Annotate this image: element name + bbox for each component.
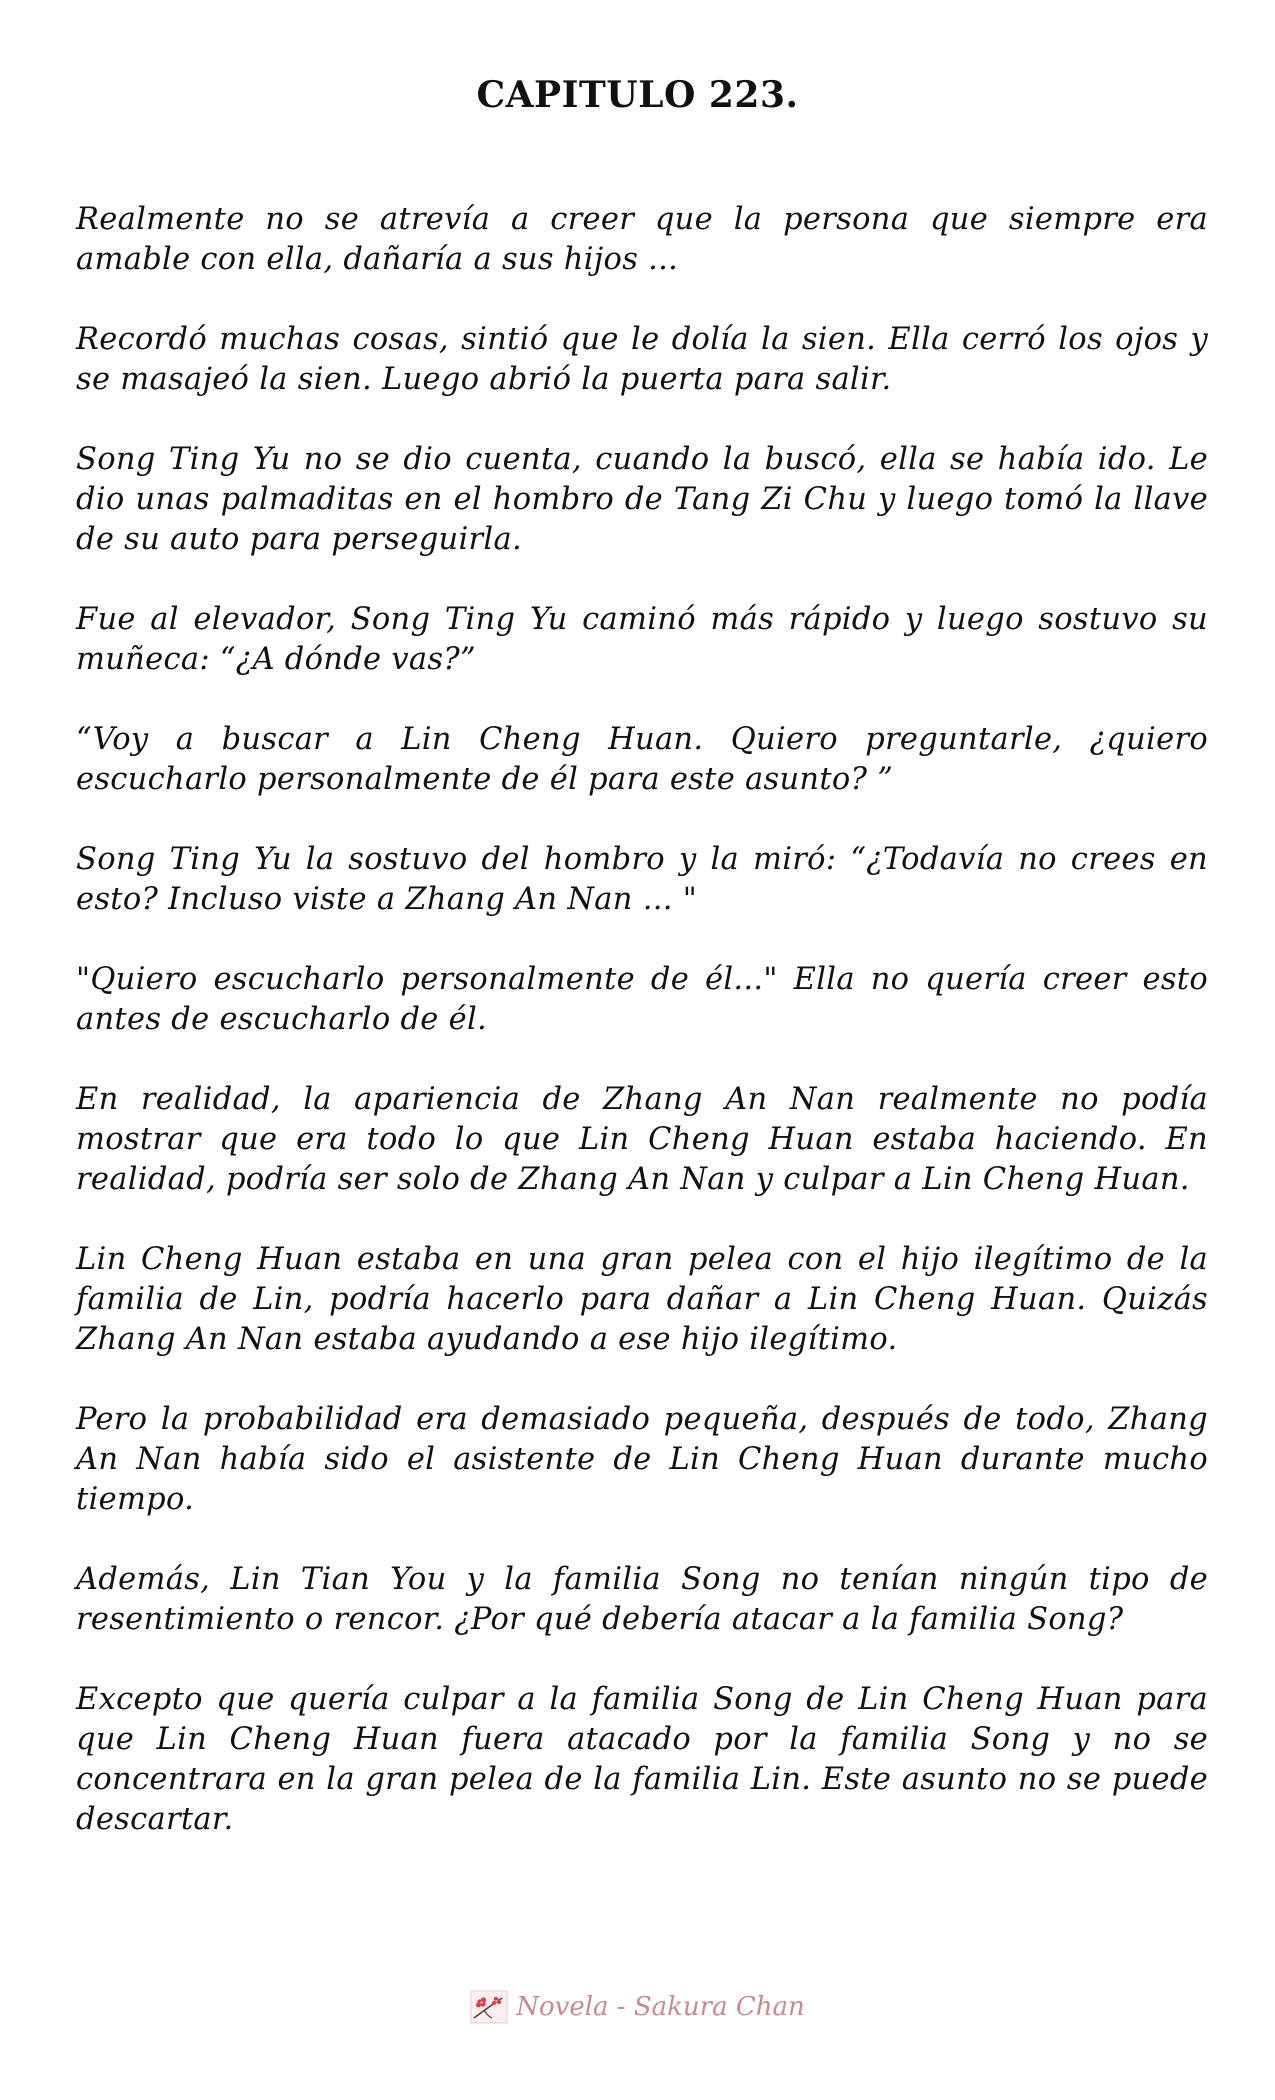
paragraph-8: En realidad, la apariencia de Zhang An Nan realmente no podía mostrar que era todo lo que Lin Cheng Huan estaba haciendo. En realidad, podría ser solo de Zhang An Nan y culpar a Lin Cheng Huan. — [76, 1082, 1208, 1197]
paragraph-10: Pero la probabilidad era demasiado pequeña, después de todo, Zhang An Nan había sido el asistente de Lin Cheng Huan durante mucho tiempo. — [76, 1402, 1208, 1517]
paragraph-5: “Voy a buscar a Lin Cheng Huan. Quiero preguntarle, ¿quiero escucharlo personalmente de él para este asunto? ” — [76, 722, 1208, 797]
paragraph-7: "Quiero escucharlo personalmente de él..." Ella no quería creer esto antes de escucharlo de él. — [76, 962, 1208, 1037]
chapter-title: CAPITULO 223. — [476, 74, 799, 116]
footer-text: Novela - Sakura Chan — [516, 1992, 805, 2022]
chapter-body — [76, 200, 1208, 1880]
paragraph-2: Recordó muchas cosas, sintió que le dolía la sien. Ella cerró los ojos y se masajeó la sien. Luego abrió la puerta para salir. — [76, 322, 1208, 397]
footer-watermark — [0, 1990, 1275, 2024]
paragraph-1: Realmente no se atrevía a creer que la persona que siempre era amable con ella, dañaría a sus hijos ... — [76, 202, 1208, 277]
paragraph-6: Song Ting Yu la sostuvo del hombro y la miró: “¿Todavía no crees en esto? Incluso viste a Zhang An Nan ... " — [76, 842, 1208, 917]
paragraph-9: Lin Cheng Huan estaba en una gran pelea con el hijo ilegítimo de la familia de Lin, podría hacerlo para dañar a Lin Cheng Huan. Quizás Zhang An Nan estaba ayudando a ese hijo ilegítimo. — [76, 1242, 1208, 1357]
cherry-blossom-icon — [470, 1990, 508, 2024]
paragraph-11: Además, Lin Tian You y la familia Song no tenían ningún tipo de resentimiento o rencor. ¿Por qué debería atacar a la familia Song? — [76, 1562, 1208, 1637]
paragraph-3: Song Ting Yu no se dio cuenta, cuando la buscó, ella se había ido. Le dio unas palmaditas en el hombro de Tang Zi Chu y luego tomó la llave de su auto para perseguirla. — [76, 442, 1208, 557]
paragraph-4: Fue al elevador, Song Ting Yu caminó más rápido y luego sostuvo su muñeca: “¿A dónde vas?” — [76, 602, 1208, 677]
paragraph-12: Excepto que quería culpar a la familia Song de Lin Cheng Huan para que Lin Cheng Huan fuera atacado por la familia Song y no se concentrara en la gran pelea de la familia Lin. Este asunto no se puede descartar. — [76, 1682, 1208, 1837]
